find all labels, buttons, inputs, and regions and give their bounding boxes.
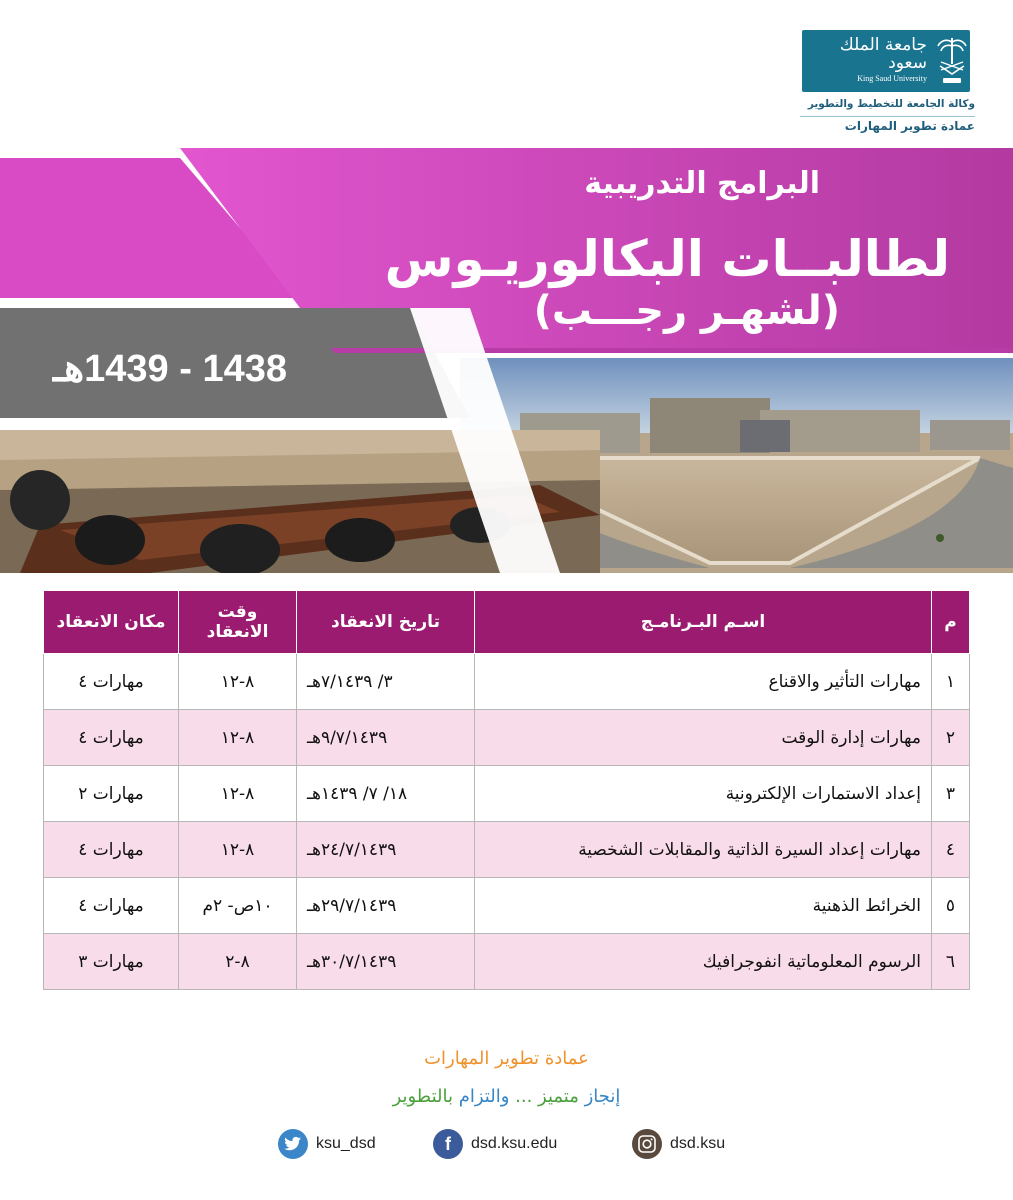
row-program-name: مهارات إدارة الوقت: [475, 710, 932, 766]
header-program-name: اسـم البـرنامـج: [475, 591, 932, 654]
table-row: [44, 710, 970, 766]
row-num: ٢: [932, 710, 970, 766]
row-program-name: الخرائط الذهنية: [475, 878, 932, 934]
row-num: ٤: [932, 822, 970, 878]
university-logo: [800, 28, 975, 138]
banner: [0, 148, 1013, 573]
table-row: [44, 654, 970, 710]
row-date: ٣/ ٧/١٤٣٩هـ: [297, 654, 475, 710]
row-program-name: الرسوم المعلوماتية انفوجرافيك: [475, 934, 932, 990]
row-time: ٨-١٢: [179, 654, 297, 710]
row-program-name: مهارات التأثير والاقناع: [475, 654, 932, 710]
instagram-link[interactable]: [632, 1126, 725, 1162]
facebook-icon: f: [433, 1129, 463, 1159]
logo-deanship: عمادة تطوير المهارات: [844, 119, 975, 133]
row-place: مهارات ٤: [44, 878, 179, 934]
logo-university-arabic: جامعة الملك سعود: [839, 35, 927, 73]
banner-title-undergraduate: لطالبــات البكالوريـوس: [384, 230, 950, 288]
table-row: [44, 934, 970, 990]
slogan-part1: إنجاز: [584, 1086, 621, 1107]
palm-crest-icon: [935, 34, 969, 86]
row-date: ٣٠/٧/١٤٣٩هـ: [297, 934, 475, 990]
header-time: وقت الانعقاد: [179, 591, 297, 654]
row-time: ٨-١٢: [179, 710, 297, 766]
row-num: ١: [932, 654, 970, 710]
table-row: [44, 878, 970, 934]
row-place: مهارات ٤: [44, 822, 179, 878]
instagram-icon: [632, 1129, 662, 1159]
twitter-icon: [278, 1129, 308, 1159]
table-row: [44, 822, 970, 878]
row-place: مهارات ٣: [44, 934, 179, 990]
table-row: [44, 766, 970, 822]
row-place: مهارات ٤: [44, 654, 179, 710]
header-num: م: [932, 591, 970, 654]
footer-slogan: [300, 1086, 713, 1107]
row-program-name: إعداد الاستمارات الإلكترونية: [475, 766, 932, 822]
slogan-part3: والتزام: [458, 1086, 510, 1107]
twitter-link[interactable]: [278, 1126, 376, 1162]
banner-title-month: (لشهـر رجـــب): [533, 288, 840, 334]
header-date: تاريخ الانعقاد: [297, 591, 475, 654]
header-place: مكان الانعقاد: [44, 591, 179, 654]
slogan-part2: متميز ...: [515, 1086, 579, 1107]
row-num: ٥: [932, 878, 970, 934]
banner-title-training-programs: البرامج التدريبية: [584, 166, 820, 201]
banner-academic-year: 1438 - 1439هـ: [52, 348, 288, 390]
row-time: ٨-٢: [179, 934, 297, 990]
footer-deanship: عمادة تطوير المهارات: [424, 1048, 589, 1069]
row-num: ٦: [932, 934, 970, 990]
row-time: ١٠ص- ٢م: [179, 878, 297, 934]
row-date: ١٨/ ٧/ ١٤٣٩هـ: [297, 766, 475, 822]
table-header-row: [44, 591, 970, 654]
facebook-url: dsd.ksu.edu: [471, 1135, 558, 1152]
facebook-link[interactable]: [433, 1126, 557, 1162]
row-date: ٢٤/٧/١٤٣٩هـ: [297, 822, 475, 878]
row-num: ٣: [932, 766, 970, 822]
programs-table: [43, 590, 970, 990]
row-date: ٢٩/٧/١٤٣٩هـ: [297, 878, 475, 934]
row-time: ٨-١٢: [179, 822, 297, 878]
logo-vice-rectorate: وكالة الجامعة للتخطيط والتطوير: [807, 98, 975, 110]
instagram-handle: dsd.ksu: [670, 1135, 726, 1152]
row-place: مهارات ٤: [44, 710, 179, 766]
row-program-name: مهارات إعداد السيرة الذاتية والمقابلات الشخصية: [475, 822, 932, 878]
row-time: ٨-١٢: [179, 766, 297, 822]
logo-university-english: King Saud University: [857, 74, 927, 83]
twitter-handle: ksu_dsd: [316, 1135, 376, 1152]
row-place: مهارات ٢: [44, 766, 179, 822]
logo-divider: [800, 116, 975, 117]
row-date: ٩/٧/١٤٣٩هـ: [297, 710, 475, 766]
slogan-part4: بالتطوير: [392, 1086, 453, 1107]
